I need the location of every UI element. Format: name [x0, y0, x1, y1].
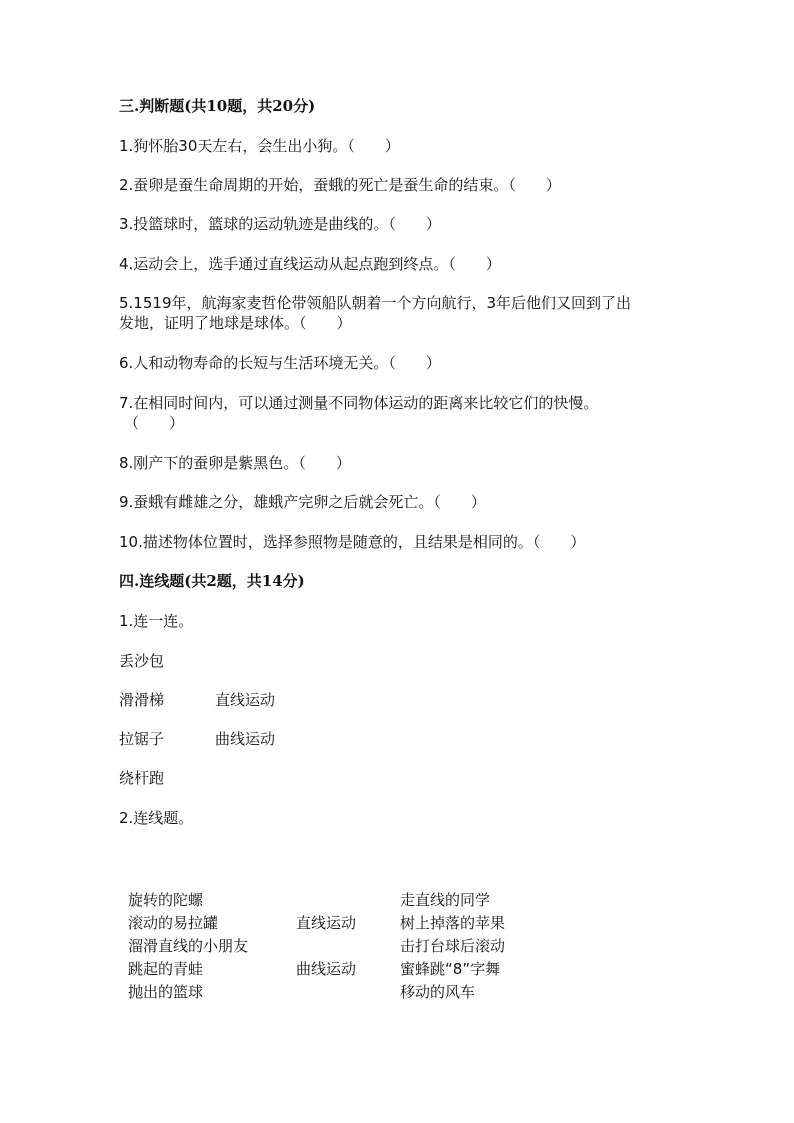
matching-q2-right-5: 移动的风车 [400, 983, 476, 1001]
true-false-item-5-line-1: 5.1519年，航海家麦哲伦带领船队朝着一个方向航行，3年后他们又回到了出 [119, 294, 632, 312]
matching-q1-right-2: 曲线运动 [215, 730, 276, 748]
true-false-item-3: 3.投篮球时，篮球的运动轨迹是曲线的。（ ） [119, 215, 441, 233]
matching-q2-left-5: 抛出的篮球 [128, 983, 204, 1001]
matching-q2-prompt: 2.连线题。 [119, 809, 194, 827]
true-false-item-6: 6.人和动物寿命的长短与生活环境无关。（ ） [119, 354, 441, 372]
true-false-item-8: 8.刚产下的蚕卵是紫黑色。（ ） [119, 454, 351, 472]
section-4-title: 四.连线题(共2题，共14分) [119, 572, 305, 590]
matching-q1-left-3: 拉锯子 [119, 730, 165, 748]
true-false-item-1: 1.狗怀胎30天左右，会生出小狗。（ ） [119, 137, 400, 155]
matching-q2-middle-1: 直线运动 [296, 914, 357, 932]
matching-q1-left-2: 滑滑梯 [119, 691, 165, 709]
matching-q1-right-1: 直线运动 [215, 691, 276, 709]
true-false-item-9: 9.蚕蛾有雌雄之分，雄蛾产完卵之后就会死亡。（ ） [119, 493, 486, 511]
matching-q2-right-4: 蜜蜂跳“8”字舞 [400, 960, 501, 978]
matching-q2-right-1: 走直线的同学 [400, 891, 491, 909]
true-false-item-7-line-2: （ ） [124, 414, 185, 432]
true-false-item-4: 4.运动会上，选手通过直线运动从起点跑到终点。（ ） [119, 255, 501, 273]
matching-q2-left-2: 滚动的易拉罐 [128, 914, 219, 932]
true-false-item-7-line-1: 7.在相同时间内，可以通过测量不同物体运动的距离来比较它们的快慢。 [119, 394, 599, 412]
true-false-item-10: 10.描述物体位置时，选择参照物是随意的，且结果是相同的。（ ） [119, 533, 586, 551]
true-false-item-5-line-2: 发地，证明了地球是球体。（ ） [119, 314, 352, 332]
matching-q2-right-3: 击打台球后滚动 [400, 937, 506, 955]
matching-q2-left-1: 旋转的陀螺 [128, 891, 204, 909]
section-3-title: 三.判断题(共10题，共20分) [119, 97, 316, 115]
matching-q1-prompt: 1.连一连。 [119, 612, 194, 630]
matching-q1-left-1: 丢沙包 [119, 652, 165, 670]
matching-q1-left-4: 绕杆跑 [119, 769, 165, 787]
matching-q2-middle-2: 曲线运动 [296, 960, 357, 978]
true-false-item-2: 2.蚕卵是蚕生命周期的开始，蚕蛾的死亡是蚕生命的结束。（ ） [119, 176, 561, 194]
matching-q2-left-4: 跳起的青蛙 [128, 960, 204, 978]
matching-q2-right-2: 树上掉落的苹果 [400, 914, 506, 932]
matching-q2-left-3: 溜滑直线的小朋友 [128, 937, 249, 955]
